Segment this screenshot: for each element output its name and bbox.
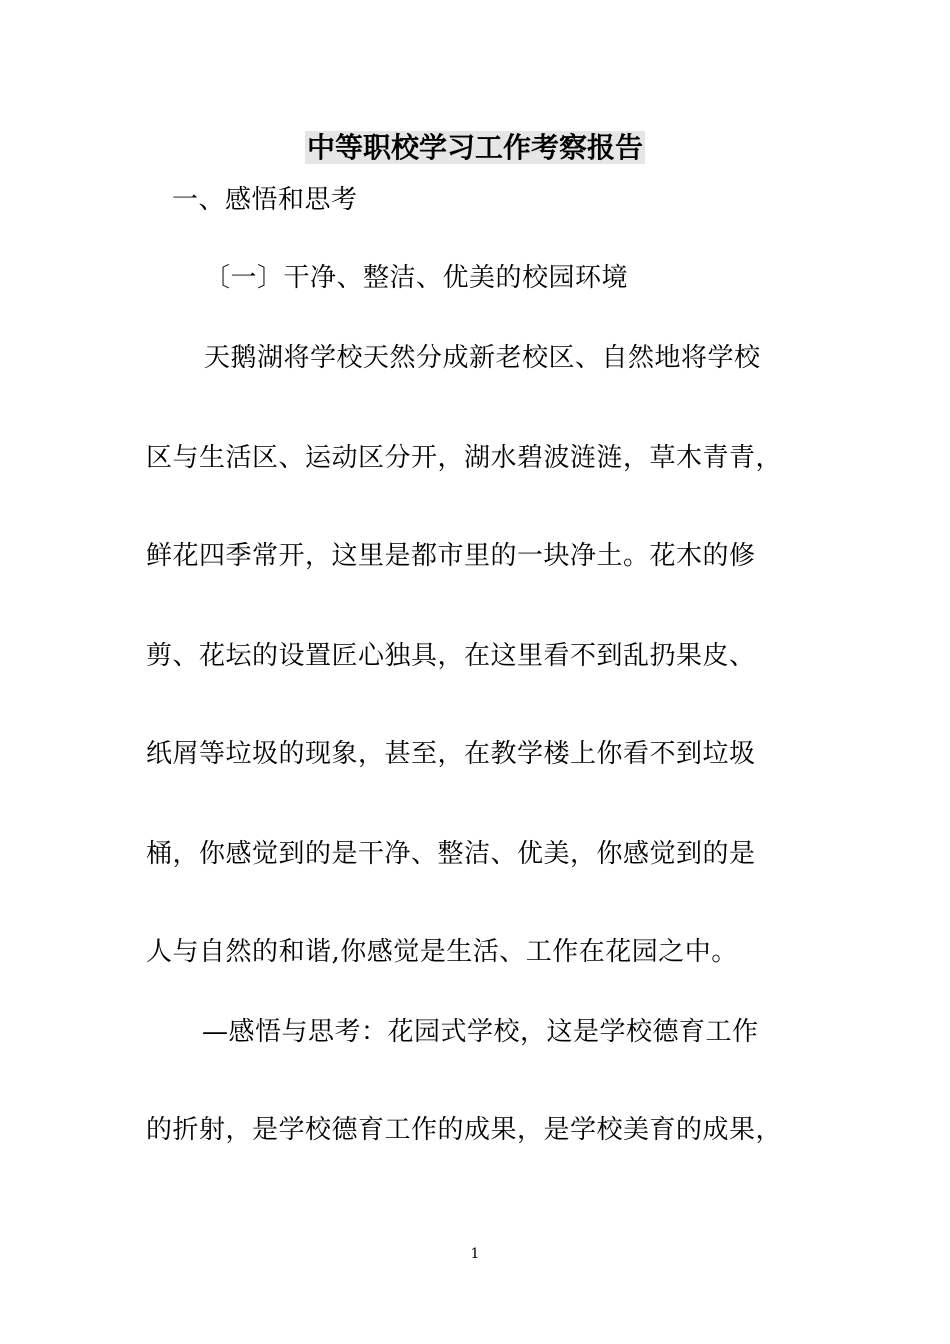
paragraph-line-3: 鲜花四季常开，这里是都市里的一块净土。花木的修 xyxy=(146,541,756,571)
paragraph-line-9: 的折射，是学校德育工作的成果，是学校美育的成果， xyxy=(146,1115,783,1145)
paragraph-line-8: —感悟与思考：花园式学校，这是学校德育工作 xyxy=(202,1017,759,1047)
page-number: 1 xyxy=(470,1246,480,1262)
document-title xyxy=(0,128,950,168)
paragraph-line-4: 剪、花坛的设置匠心独具，在这里看不到乱扔果皮、 xyxy=(146,641,756,671)
subsection-heading: 〔一〕干净、整洁、优美的校园环境 xyxy=(204,263,629,293)
paragraph-line-7: 人与自然的和谐,你感觉是生活、工作在花园之中。 xyxy=(146,937,738,967)
paragraph-line-5: 纸屑等垃圾的现象，甚至，在教学楼上你看不到垃圾 xyxy=(146,739,756,769)
paragraph-line-1: 天鹅湖将学校天然分成新老校区、自然地将学校 xyxy=(204,343,761,373)
section-heading: 一、感悟和思考 xyxy=(172,185,358,215)
document-title-text: 中等职校学习工作考察报告 xyxy=(306,131,643,164)
paragraph-line-2: 区与生活区、运动区分开，湖水碧波涟涟，草木青青， xyxy=(146,443,783,473)
paragraph-line-6: 桶，你感觉到的是干净、整洁、优美，你感觉到的是 xyxy=(146,839,756,869)
